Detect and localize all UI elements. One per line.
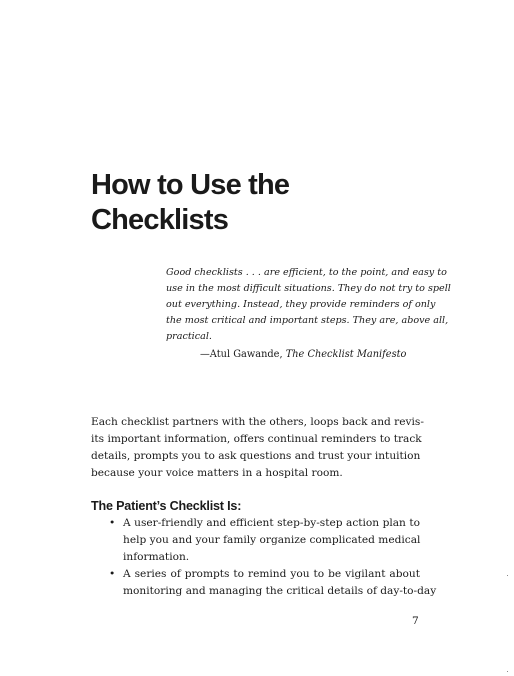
body-line: its important information, offers continual reminders to track <box>91 433 422 445</box>
bullet-icon: • <box>109 517 116 529</box>
list-item-line: A series of prompts to remind you to be vigilant about <box>123 568 420 580</box>
chapter-title-line: Checklists <box>91 204 229 236</box>
body-line: because your voice matters in a hospital room. <box>91 467 343 479</box>
chapter-title <box>91 168 431 238</box>
epigraph-line: Good checklists . . . are efficient, to the point, and easy to <box>166 267 447 278</box>
attribution-author: —Atul Gawande, <box>200 349 286 360</box>
body-line: details, prompts you to ask questions and trust your intuition <box>91 450 421 462</box>
page-number: 7 <box>412 615 419 627</box>
epigraph-line: out everything. Instead, they provide reminders of only <box>166 299 436 310</box>
body-line: Each checklist partners with the others, loops back and revis- <box>91 416 424 428</box>
attribution-book-title: The Checklist Manifesto <box>285 349 407 360</box>
edge-dot-mark <box>507 575 508 576</box>
bullet-icon: • <box>109 568 116 580</box>
section-heading: The Patient’s Checklist Is: <box>91 499 242 513</box>
epigraph-attribution <box>200 348 406 362</box>
epigraph-quote <box>166 265 451 345</box>
checklist-bullet-list <box>91 515 437 600</box>
list-item <box>91 515 420 566</box>
list-item-line: information. <box>123 551 190 563</box>
epigraph-line: the most critical and important steps. They are, above all, <box>166 315 449 326</box>
edge-dot-mark <box>507 671 508 672</box>
list-item-line: monitoring and managing the critical details of day-to-day <box>123 585 437 597</box>
list-item-line: A user-friendly and efficient step-by-step action plan to <box>123 517 420 529</box>
list-item-line: help you and your family organize complicated medical <box>123 534 421 546</box>
list-item <box>91 566 437 600</box>
chapter-title-line: How to Use the <box>91 169 290 201</box>
epigraph-line: use in the most difficult situations. They do not try to spell <box>166 283 451 294</box>
epigraph-line: practical. <box>166 331 212 342</box>
body-paragraph <box>91 414 424 482</box>
